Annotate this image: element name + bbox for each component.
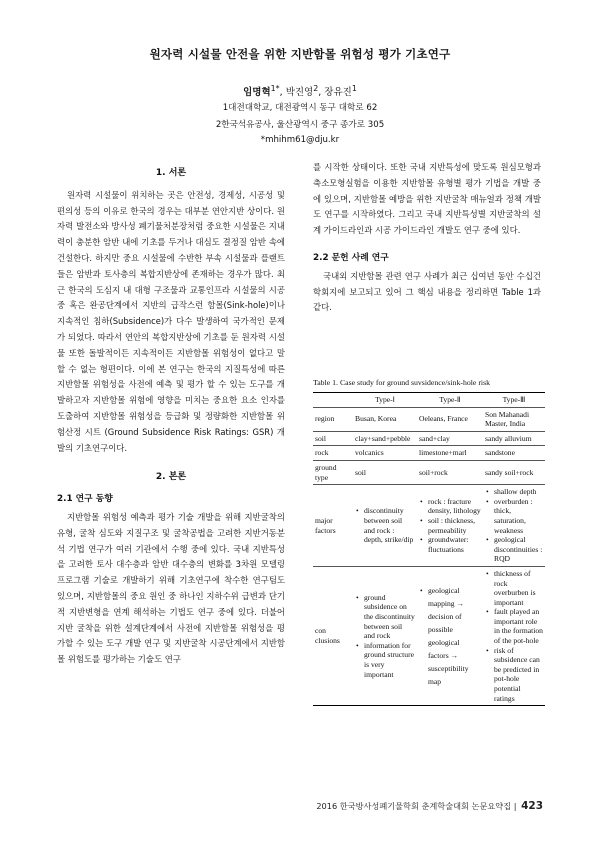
list-item: • thickness of rock overburben is important	[494, 569, 543, 607]
table-header-cell: Type-Ⅰ	[353, 393, 417, 408]
corresponding-email: *mhihm61@dju.kr	[260, 135, 340, 145]
paper-title: 원자력 시설물 안전을 위한 지반함몰 위험성 평가 기초연구	[149, 47, 451, 61]
right-column	[313, 160, 541, 316]
table-cell: limestone+marl	[417, 446, 483, 461]
table-row-region	[313, 407, 545, 431]
footer-separator: |	[513, 801, 517, 811]
list-item: • shallow depth	[494, 487, 543, 497]
list-item: • information for ground structure is very important	[364, 641, 415, 679]
author-3: 장유진	[324, 87, 352, 99]
list-item: • discontinuity between soil and rock : depth, strike/dip	[364, 506, 415, 544]
author-2-mark: 2	[313, 84, 319, 93]
intro-paragraph: 원자력 시설물이 위치하는 곳은 안전성, 경제성, 시공성 및 편의성 등의 이유로 한국의 경우는 대부분 연안지반 상이다. 원자력 발전소와 방사성 폐기물처분장처럼 중요한 시설물은 지내력이 충분한 암반 내에 기초를 두거나 대심도 결정질 암반 속에 건설한다. 하지만 중요 시설물에 수반한 부속 시설물과 플랜트들은 암반과 토사층의 복합지반상에 존재하는 경우가 많다. 최근 한국의 도심지 내 대형 구조물과 교통인프라 시설물의 시공 중 혹은 완공단계에서 지반의 급작스런 함몰(Sink-hole)이나 지속적인 침하(Subsidence)가 다수 발생하여 국가적인 문제가 되었다. 따라서 연안의 복합지반상에 기초를 둔 원자력 시설물 또한 돌발적이든 지속적이든 지반함몰 위험성이 없다고 말할 수 없는 형편이다. 이에 본 연구는 한국의 지질특성에 따른 지반함몰 위험성을 사전에 예측 및 평가 할 수 있는 도구를 개발하고자 지반함몰 위험에 영향을 미치는 중요한 요소 인자를 도출하여 지반함몰 위험성을 등급화 및 정량화한 지반함몰 위험산정 시트 (Ground Subsidence Risk Ratings: GSR) 개발의 기초연구이다.	[57, 189, 285, 453]
row-label: major factors	[313, 485, 353, 567]
list-item: • rock : fracture density, lithology	[428, 497, 481, 516]
bullet-list	[355, 593, 415, 679]
trends-paragraph-continued: 를 시작한 상태이다. 또한 국내 지반특성에 맞도록 원심모형과 축소모형실험을 이용한 지반함몰 유형별 평가 기법을 개발 중에 있으며, 지반함몰 예방을 위한 지반굴착 매뉴얼과 정책 개발도 연구를 시작하였다. 그리고 국내 지반특성별 지반굴착의 설계 가이드라인과 시공 가이드라인 개발도 연구 중에 있다.	[313, 162, 541, 236]
table-cell: sandy soil+rock	[483, 460, 545, 484]
bullet-list	[419, 497, 481, 555]
table-cell: Busan, Korea	[353, 407, 417, 431]
section-heading-intro: 1. 서론	[155, 168, 187, 178]
list-item: • geological mapping → decision of possible geological factors → susceptibility map	[428, 584, 481, 688]
trends-paragraph: 지반함몰 위험성 예측과 평가 기술 개발을 위해 지반굴착의 유형, 굴착 심도와 지질구조 및 굴착공법을 고려한 지반거동분석 기법 연구가 여러 기관에서 수행 중에 있다. 국내 지반특성을 고려한 토사 대수층과 암반 대수층의 변화를 3차원 모델링 프로그램 기술로 개발하기 위해 기초연구에 착수한 연구팀도 있으며, 지반함몰의 중요 원인 중 하나인 지하수위 급변과 단기적 지반변형을 연계 해석하는 기법도 연구 중에 있다. 더불어 지반 굴착을 위한 설계단계에서 사전에 지반함몰 위험성을 평가할 수 있는 도구 개발 연구 및 지반굴착 시공단계에서 지반함몰 위험도를 평가하는 기술도 연구	[57, 511, 285, 665]
author-2: 박진영	[285, 87, 314, 99]
table-cell: soil+rock	[417, 460, 483, 484]
list-item: • fault played an important role in the formation of the pot-hole	[494, 607, 543, 645]
table-header-cell	[313, 393, 353, 408]
table-header-cell: Type-Ⅱ	[417, 393, 483, 408]
footer-text: 2016 한국방사성폐기물학회 춘계학술대회 논문요약집	[316, 801, 512, 811]
author-3-mark: 1	[351, 84, 357, 93]
affiliation-1: 1대전대학교, 대전광역시 동구 대학로 62	[222, 103, 378, 113]
list-item: • geological discontinuities : RQD	[494, 535, 543, 564]
table-row-conclusions	[313, 566, 545, 705]
table-cell: Son Mahanadi Master, India	[483, 407, 545, 431]
bullet-list	[485, 487, 543, 564]
subsection-heading-trends: 2.1 연구 동향	[57, 494, 113, 505]
author-1: 임명혁	[243, 87, 271, 99]
table-row-major-factors	[313, 485, 545, 567]
left-column	[57, 166, 285, 668]
table-cell: volcanics	[353, 446, 417, 461]
author-1-mark: 1*	[270, 84, 280, 93]
bullet-list	[419, 584, 481, 688]
affiliation-2: 2한국석유공사, 울산광역시 중구 종가로 305	[215, 120, 385, 130]
table-cell: soil	[353, 460, 417, 484]
case-study-paragraph: 국내외 지반함몰 관련 연구 사례가 최근 십여년 동안 수십건 학회지에 보고되고 있어 그 핵심 내용을 정리하면 Table 1과 같다.	[313, 270, 541, 313]
table-cell: clay+sand+pebble	[353, 431, 417, 446]
author-line: 임명혁$^{1*}$, 박진영$^2$, 장유진$^1$	[243, 84, 357, 99]
bullet-list	[355, 506, 415, 544]
table-caption: Table 1. Case study for ground suvsidence/sink-hole risk	[313, 378, 491, 387]
table-cell: sandstone	[483, 446, 545, 461]
table-cell: sand+clay	[417, 431, 483, 446]
list-item: • overburden : thick, saturation, weakness	[494, 497, 543, 535]
page-number: 423	[521, 800, 543, 812]
subsection-heading-case-study: 2.2 문헌 사례 연구	[313, 252, 389, 263]
list-item: • risk of subsidence can be predicted in pot-hole potential ratings	[494, 646, 543, 704]
table-header-cell: Type-Ⅲ	[483, 393, 545, 408]
page-footer	[316, 800, 543, 812]
list-item: • groundwater: fluctuations	[428, 535, 481, 554]
row-label: region	[313, 407, 353, 431]
table-row-ground-type	[313, 460, 545, 484]
list-item: • ground subsidence on the discontinuity between soil and rock	[364, 593, 415, 641]
row-label: rock	[313, 446, 353, 461]
list-item: • soil : thickness, permeability	[428, 516, 481, 535]
table-row-rock	[313, 446, 545, 461]
row-label: ground type	[313, 460, 353, 484]
row-label: con clusions	[313, 566, 353, 705]
row-label: soil	[313, 431, 353, 446]
table-cell: Oeleans, France	[417, 407, 483, 431]
section-heading-body: 2. 본론	[155, 472, 187, 483]
bullet-list	[485, 569, 543, 703]
table-header-row	[313, 393, 545, 408]
table-cell: sandy alluvium	[483, 431, 545, 446]
table-row-soil	[313, 431, 545, 446]
case-study-table	[313, 392, 545, 706]
